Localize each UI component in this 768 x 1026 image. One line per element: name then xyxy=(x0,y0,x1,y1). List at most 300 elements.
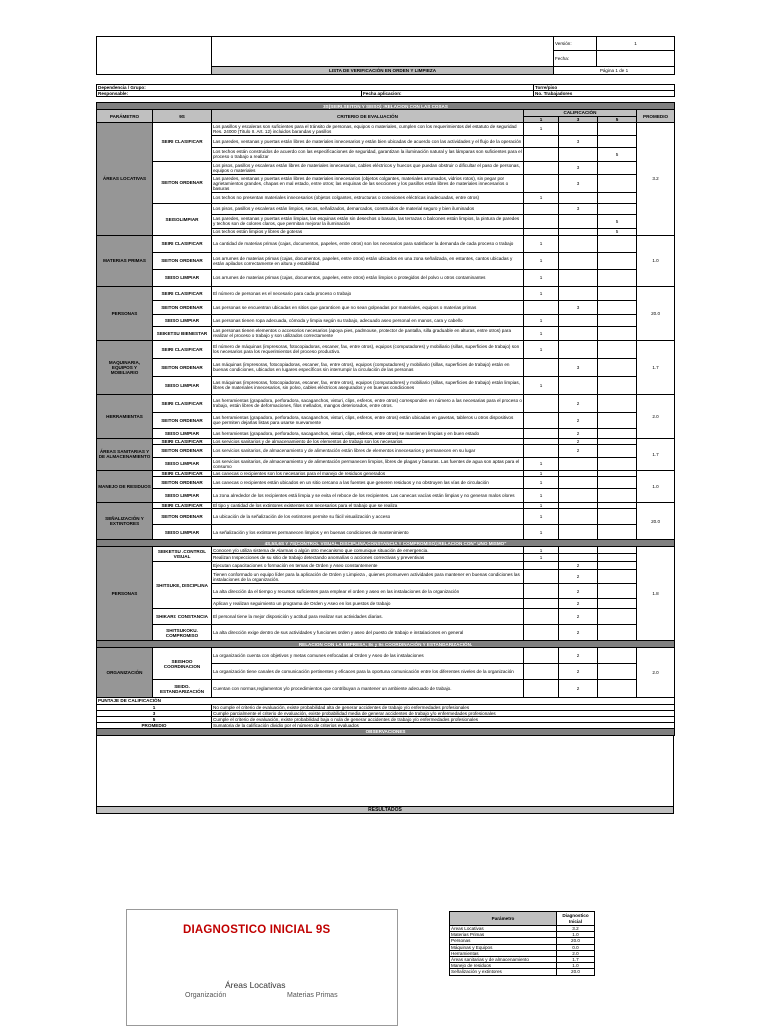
version-label: Versión: xyxy=(554,37,597,51)
score-5-cell[interactable] xyxy=(598,525,637,540)
score-5-cell[interactable] xyxy=(598,664,637,680)
score-3-cell[interactable] xyxy=(559,269,598,286)
results-row xyxy=(450,969,595,975)
date-label: Fecha: xyxy=(554,51,597,66)
results-header-diagnostico: Diagnostico Inicial xyxy=(557,912,595,926)
param-cell: PERSONAS xyxy=(97,547,153,641)
score-3-cell[interactable]: 2 xyxy=(559,664,598,680)
header-blank xyxy=(212,37,554,67)
table-row xyxy=(97,314,675,326)
score-5-cell[interactable] xyxy=(598,547,637,554)
score-1-cell[interactable] xyxy=(524,625,559,641)
results-parametro: Materias Primas xyxy=(450,932,557,938)
score-3-cell[interactable]: 2 xyxy=(559,445,598,458)
puntaje-key: 5 xyxy=(97,717,212,723)
puntaje-text: Cumple parcialmente el criterio de evaluación, existe probabilidad media de generar accidentes de trabajo y/o enfermedades profesionales xyxy=(212,710,675,716)
score-5-cell[interactable] xyxy=(598,428,637,438)
score-5-cell[interactable] xyxy=(598,340,637,358)
score-5-cell[interactable]: 5 xyxy=(598,214,637,228)
page-title: LISTA DE VERIFICACIÓN EN ORDEN Y LIMPIEZA xyxy=(212,66,554,74)
score-3-cell[interactable] xyxy=(559,192,598,203)
criterio-cell: El personal tiene la mejor disposición y actitud para realizar sus actividades diarias. xyxy=(212,609,524,625)
criterio-cell: Las máquinas (impresoras, fotocopiadoras, escaner, fax, entre otros), equipos (computadores) y mobiliario (sillas, superficies de trabajo) están en buenas condiciones, ubicados en lugares específicos sin interrumpir la circulación de las personas xyxy=(212,358,524,376)
score-1-cell[interactable] xyxy=(524,570,559,584)
table-row xyxy=(97,525,675,540)
score-3-cell[interactable]: 2 xyxy=(559,680,598,698)
score-1-cell[interactable] xyxy=(524,562,559,570)
results-header-parametro: Parámetro xyxy=(450,912,557,926)
score-5-cell[interactable] xyxy=(598,394,637,412)
page-number: Página 1 de 1 xyxy=(554,66,675,74)
promedio-cell: 2.0 xyxy=(637,394,675,438)
criterio-cell: La ubicación de la señalización de los extintores permite su fácil visualización y acceso xyxy=(212,509,524,525)
score-5-cell[interactable] xyxy=(598,570,637,584)
criterio-cell: La señalización y los extintores permanecen limpios y en buenas condiciones de mantenimiento xyxy=(212,525,524,540)
results-parametro: Áreas sanitarias y de almacenamiento xyxy=(450,957,557,963)
nine-s-cell: SEITON ORDENAR xyxy=(153,445,212,458)
score-3-cell[interactable] xyxy=(559,122,598,135)
puntaje-title: PUNTAJE DE CALIFICACIÓN xyxy=(97,698,675,704)
nine-s-cell: SEISO LIMPIAR xyxy=(153,314,212,326)
table-row xyxy=(97,547,675,554)
score-5-cell[interactable] xyxy=(598,235,637,252)
table-row xyxy=(97,326,675,340)
score-1-cell[interactable] xyxy=(524,394,559,412)
section-3s-title: 3S(SEIRI,SEITON Y SEISO) :RELACION CON LAS COSAS xyxy=(97,103,675,110)
date-value[interactable] xyxy=(597,51,675,66)
score-1-cell[interactable] xyxy=(524,680,559,698)
criterio-cell: Los techos están limpios y libres de goteras xyxy=(212,228,524,235)
nine-s-cell: SEITON ORDENAR xyxy=(153,252,212,269)
score-5-cell[interactable]: 5 xyxy=(598,228,637,235)
col-header-9s: 9S xyxy=(153,110,212,122)
score-1-cell[interactable]: 1 xyxy=(524,503,559,509)
score-5-cell[interactable] xyxy=(598,376,637,394)
score-1-cell[interactable] xyxy=(524,161,559,174)
score-1-cell[interactable] xyxy=(524,664,559,680)
dependencia-label: Dependencia / Grupo: xyxy=(97,85,534,91)
criterio-cell: Las herramientas (grapadora, perforadora, sacaganchos, visturi, clips, esferos, entre otros) corresponden en número a las necesarias para el proceso o trabajo, están libres de deformaciones, filos mellados, mangos deteriorados, entre otros. xyxy=(212,394,524,412)
score-1-cell[interactable] xyxy=(524,147,559,161)
score-1-cell[interactable] xyxy=(524,228,559,235)
trabajadores-label: No. Trabajadores xyxy=(534,91,675,97)
score-5-cell[interactable] xyxy=(598,358,637,376)
nine-s-cell: SEITON ORDENAR xyxy=(153,477,212,489)
score-3-cell[interactable]: 3 xyxy=(559,358,598,376)
version-value: 1 xyxy=(597,37,675,51)
score-1-cell[interactable] xyxy=(524,214,559,228)
criterio-cell: Las personas se encuentran ubicadas en sitios que garanticen que no sean golpeadas por materiales, equipos o materias primas xyxy=(212,300,524,314)
score-3-cell[interactable]: 3 xyxy=(559,300,598,314)
section-8s9s-title: RELACION CON LA EMPRESA; 8s y 9s COORDINACIÓN Y ESTANDARIZACIÓN. xyxy=(97,641,675,648)
score-1-cell[interactable] xyxy=(524,584,559,599)
nine-s-cell: SEISO LIMPIAR xyxy=(153,376,212,394)
results-value: 1.0 xyxy=(557,963,595,969)
meta-table xyxy=(96,84,675,97)
results-parametro: Máquinas y Equipos xyxy=(450,944,557,950)
results-value: 20.0 xyxy=(557,938,595,944)
score-5-cell[interactable] xyxy=(598,300,637,314)
score-3-cell[interactable] xyxy=(559,286,598,300)
score-5-cell[interactable] xyxy=(598,174,637,192)
score-1-cell[interactable] xyxy=(524,135,559,147)
table-row xyxy=(97,562,675,570)
promedio-cell: 20.0 xyxy=(637,286,675,340)
param-cell: SEÑALIZACIÓN Y EXTINTORES xyxy=(97,503,153,540)
table-row xyxy=(97,300,675,314)
criterio-cell: Las paredes, ventanas y puertas están libres de materiales innecesarios (objetos colgantes, materiales arrumados, vidrios rotos), sin pegar por agrietamientos grandes, chapas en mal estado, entre otros; las esquinas de las secciones y los pasillos están libres de materiales innecesarios o basuras xyxy=(212,174,524,192)
score-5-cell[interactable] xyxy=(598,269,637,286)
nine-s-cell: SEITON ORDENAR xyxy=(153,412,212,428)
score-1-cell[interactable] xyxy=(524,174,559,192)
score-5-cell[interactable] xyxy=(598,562,637,570)
score-5-cell[interactable] xyxy=(598,680,637,698)
table-row xyxy=(97,203,675,214)
param-cell: HERRAMIENTAS xyxy=(97,394,153,438)
nine-s-cell: SEIRI CLASIFICAR xyxy=(153,503,212,509)
results-value: 1.0 xyxy=(557,932,595,938)
criterio-cell: El tipo y cantidad de los extintores existentes son necesarios para el trabajo que se realiza xyxy=(212,503,524,509)
nine-s-cell: SEIRI CLASIFICAR xyxy=(153,394,212,412)
criterio-cell: Las paredes, ventanas y puertas están limpias, las esquinas están sin desechos o basura, las terrazas o balcones están limpios, la pintura de paredes y techos son de colores claros, que permitan mejorar la iluminación xyxy=(212,214,524,228)
criterio-cell: Los servicios sanitarios, de almacenamiento y de alimentación están libres de elementos innecesarios y permanecen en su lugar xyxy=(212,445,524,458)
fecha-aplicacion-label: Fecha aplicacion: xyxy=(362,91,534,97)
score-3-cell[interactable]: 2 xyxy=(559,625,598,641)
score-3-cell[interactable] xyxy=(559,314,598,326)
score-5-cell[interactable] xyxy=(598,161,637,174)
criterio-cell: Los pisos, pasillos y escaleras están libres de materiales innecesarios, cables eléctricos y huecos que puedan obstruir o dificultar el paso de personas, equipos o materiales xyxy=(212,161,524,174)
criterio-cell: Los servicios sanitarios, de almacenamiento y de alimentación permanecen limpios, libres de plagas y basuras. Las fuentes de agua son aptas para el consumo xyxy=(212,458,524,471)
score-1-cell[interactable]: 1 xyxy=(524,252,559,269)
promedio-cell: 1.8 xyxy=(637,547,675,641)
score-5-cell[interactable] xyxy=(598,477,637,489)
diagnostico-title: DIAGNOSTICO INICIAL 9S xyxy=(183,924,331,936)
col-header-promedio: PROMEDIO xyxy=(637,110,675,122)
criterio-cell: Tienen conformado un equipo líder para la aplicación de Orden y Limpieza , quienes promueven actividades para mantener en buenas condiciones las instalaciones de la organización. xyxy=(212,570,524,584)
puntaje-text: Cumple el criterio de evaluación, existe probabilidad baja o nula de generar accidentes de trabajo y/o enfermedades profesionales xyxy=(212,717,675,723)
score-1-cell[interactable]: 1 xyxy=(524,525,559,540)
score-5-cell[interactable] xyxy=(598,192,637,203)
nine-s-cell: SEISHOO COORDINACION xyxy=(153,648,212,680)
score-3-cell[interactable]: 3 xyxy=(559,203,598,214)
nine-s-cell: SEIRI CLASIFICAR xyxy=(153,340,212,358)
score-5-cell[interactable] xyxy=(598,135,637,147)
table-row xyxy=(97,648,675,664)
table-row xyxy=(97,161,675,174)
criterio-cell: Los pasillos y escaleras son suficientes para el tránsito de personas, equipos o materiales, cumplen con los requerimientos del estatuto de seguridad Res. 24000 (Titulo II. Art. 12) incluidos barandas y pasillos xyxy=(212,122,524,135)
col-header-param: PARÁMETRO xyxy=(97,110,153,122)
score-1-cell[interactable]: 1 xyxy=(524,326,559,340)
score-5-cell[interactable] xyxy=(598,326,637,340)
score-3-cell[interactable]: 2 xyxy=(559,648,598,664)
score-5-cell[interactable] xyxy=(598,648,637,664)
nine-s-cell: SEISO LIMPIAR xyxy=(153,489,212,503)
puntaje-text: Sumatoria de la calificación dividio por el número de criterios evaluados xyxy=(212,723,675,729)
score-1-cell[interactable] xyxy=(524,599,559,609)
criterio-cell: Los pisos, pasillos y escaleras están limpios, secos, señalizados, demarcados, construidos de material seguro y bien iluminados xyxy=(212,203,524,214)
criterio-cell: Conocen y/o utiliza sistema de Alarmas o algún otro mecanismo que comunique situación de emergencia. xyxy=(212,547,524,554)
score-3-cell[interactable]: 3 xyxy=(559,174,598,192)
nine-s-cell: SEIRI CLASIFICAR xyxy=(153,286,212,300)
score-1-cell[interactable]: 1 xyxy=(524,122,559,135)
table-row xyxy=(97,358,675,376)
nine-s-cell: SEIRI CLASIFICAR xyxy=(153,235,212,252)
score-5-cell[interactable] xyxy=(598,445,637,458)
table-row xyxy=(97,445,675,458)
score-1-cell[interactable]: 1 xyxy=(524,269,559,286)
criterio-cell: Las herramientas (grapadora, perforadora, sacaganchos, visturi, clips, esferos, entre otros) se mantienen limpias y en buen estado xyxy=(212,428,524,438)
score-3-cell[interactable] xyxy=(559,326,598,340)
score-3-cell[interactable]: 2 xyxy=(559,412,598,428)
promedio-cell: 1.0 xyxy=(637,235,675,286)
param-cell: ÁREAS SANITARIAS Y DE ALMACENAMIENTO xyxy=(97,438,153,470)
nine-s-cell: SHITSUKOKU. COMPROMISO xyxy=(153,625,212,641)
table-row xyxy=(97,458,675,471)
diagnostico-chart xyxy=(126,909,398,1026)
score-1-cell[interactable]: 1 xyxy=(524,471,559,477)
score-5-cell[interactable] xyxy=(598,509,637,525)
score-3-cell[interactable] xyxy=(559,525,598,540)
table-row xyxy=(97,394,675,412)
score-3-cell[interactable] xyxy=(559,228,598,235)
param-cell: MATERIAS PRIMAS xyxy=(97,235,153,286)
criterio-cell: Las paredes, ventanas y puertas están libres de materiales innecesarios y están bien ubicadas de acuerdo con las actividades y el flujo de la operación xyxy=(212,135,524,147)
criterio-cell: El número de máquinas (impresoras, fotocopiadoras, escaner, fax, entre otros), equipos (computadores) y mobiliario (sillas, superficies de trabajo) son los necesarios para los requerimientos del proceso productivo. xyxy=(212,340,524,358)
criterio-cell: Los techos están construidos de acuerdo con las especificaciones de seguridad, garantizan la iluminación natural y las lámparas son suficientes para el proceso o trabajo a realizar xyxy=(213,149,522,160)
score-5-cell[interactable] xyxy=(598,286,637,300)
score-3-cell[interactable] xyxy=(559,554,598,562)
table-row xyxy=(97,235,675,252)
param-cell: ÁREAS LOCATIVAS xyxy=(97,122,153,235)
results-parametro: Personas xyxy=(450,938,557,944)
score-5-cell[interactable] xyxy=(598,599,637,609)
score-3-cell[interactable] xyxy=(559,458,598,471)
header-table xyxy=(96,36,675,75)
score-1-cell[interactable] xyxy=(524,412,559,428)
nine-s-cell: SEIRI CLASIFICAR xyxy=(153,122,212,161)
criterio-cell: Cuentan con normas,reglamentos y/o procedimientos que contribuyan a mantener un ambiente adecuado de trabajo. xyxy=(212,680,524,698)
criterio-cell: La organización tiene canales de comunicación pertinentes y eficaces para la oportuna comunicación entre los diferentes niveles de la organización xyxy=(212,664,524,680)
score-1-cell[interactable] xyxy=(524,445,559,458)
score-1-cell[interactable]: 1 xyxy=(524,489,559,503)
promedio-cell: 1.0 xyxy=(637,471,675,503)
nine-s-cell: SEIRI CLASIFICAR xyxy=(153,438,212,444)
table-row xyxy=(97,376,675,394)
evaluation-table xyxy=(96,102,675,735)
table-row xyxy=(97,340,675,358)
diagnostico-label-areas: Áreas Locativas xyxy=(225,980,286,990)
score-3-cell[interactable]: 3 xyxy=(559,161,598,174)
criterio-cell: Las máquinas (impresoras, fotocopiadoras, escaner, fax, entre otros), equipos (computadores) y mobiliario (sillas, superficies de trabajo) están limpias, libres de materiales innecesarios, sin polvo, cables eléctricos asegurados y en buenas condiciones xyxy=(212,376,524,394)
score-3-cell[interactable]: 2 xyxy=(559,428,598,438)
score-5-cell[interactable] xyxy=(598,554,637,562)
score-3-cell[interactable] xyxy=(559,214,598,228)
resultados-header: RESULTADOS xyxy=(96,807,674,814)
criterio-cell: Aplican y realizan seguimiento un programa de Orden y Aseo en los puestos de trabajo xyxy=(212,599,524,609)
section-4s7s-title: 4S,5S,6S Y 7S(CONTROL VISUAL, DISCIPLINA,CONSTANCIA Y COMPROMISO):RELACION CON" UNO MISMO" xyxy=(97,540,675,547)
promedio-cell: 1.7 xyxy=(637,340,675,394)
criterio-cell: La organización cuenta con objetivos y metas comunes enfocadas al Orden y Aseo de las instalaciones xyxy=(212,648,524,664)
score-5-cell[interactable] xyxy=(598,122,637,135)
checklist-sheet xyxy=(96,36,674,814)
score-1-cell[interactable]: 1 xyxy=(524,477,559,489)
col-header-5: 5 xyxy=(598,116,637,122)
score-1-cell[interactable]: 1 xyxy=(524,286,559,300)
score-1-cell[interactable]: 1 xyxy=(524,314,559,326)
criterio-cell: Ejecutan capacitaciones o formación en temas de Orden y Aseo constantemente xyxy=(212,562,524,570)
score-1-cell[interactable]: 1 xyxy=(524,376,559,394)
table-row xyxy=(97,609,675,625)
score-5-cell[interactable] xyxy=(598,314,637,326)
score-5-cell[interactable] xyxy=(598,252,637,269)
score-3-cell[interactable] xyxy=(559,340,598,358)
score-3-cell[interactable]: 2 xyxy=(559,438,598,444)
nine-s-cell: SEISO LIMPIAR xyxy=(153,525,212,540)
score-1-cell[interactable]: 1 xyxy=(524,547,559,554)
param-cell: MAQUINARIA, EQUIPOS Y MOBILIARIO xyxy=(97,340,153,394)
criterio-cell: La alta dirección da el tiempo y recursos suficientes para emplear el orden y aseo en las instalaciones de la organización xyxy=(212,584,524,599)
score-1-cell[interactable] xyxy=(524,300,559,314)
criterio-cell: El número de personas es el necesario para cada proceso o trabajo xyxy=(212,286,524,300)
score-1-cell[interactable] xyxy=(524,358,559,376)
table-row xyxy=(97,286,675,300)
score-5-cell[interactable] xyxy=(598,609,637,625)
puntaje-text: No cumple el criterio de evaluación, existe probabilidad alta de generar accidentes de trabajo y/o enfermedades profesionales xyxy=(212,704,675,710)
score-1-cell[interactable] xyxy=(524,609,559,625)
criterio-cell: Las personas tienen elementos o accesorios necesarios (apoya pies, padmouse, protector de pantalla, silla graduable en alturas, entre otros) para realizar el proceso o trabajo y son utilizados correctamente xyxy=(212,326,524,340)
results-row xyxy=(450,957,595,963)
table-row xyxy=(97,509,675,525)
nine-s-cell: SEIKETSU .CONTROL VISUAL xyxy=(153,547,212,562)
score-1-cell[interactable]: 1 xyxy=(524,340,559,358)
table-row xyxy=(97,625,675,641)
nine-s-cell: SEISO LIMPIAR xyxy=(153,269,212,286)
score-3-cell[interactable] xyxy=(559,509,598,525)
torre-label: Torre/piso xyxy=(534,85,675,91)
criterio-cell: Las personas tienen ropa adecuada, cómoda y limpia según su trabajo, adecuado aseo personal en manos, cara y cabello xyxy=(212,314,524,326)
diagnostico-label-materias: Materias Primas xyxy=(287,992,338,999)
table-row xyxy=(97,122,675,135)
score-1-cell[interactable]: 1 xyxy=(524,458,559,471)
criterio-cell: Los techos no presentan materiales innecesarios (objetos colgantes, estructuras o conexiones eléctricas inadecuadas, entre otros) xyxy=(212,192,524,203)
score-1-cell[interactable]: 1 xyxy=(524,192,559,203)
promedio-cell: 2.0 xyxy=(637,648,675,698)
table-row xyxy=(97,252,675,269)
criterio-cell: La cantidad de materias primas (cajas, documentos, papeles, entre otros) son los necesarios para satisfacer la demanda de cada proceso o trabajo xyxy=(212,235,524,252)
score-5-cell[interactable]: 5 xyxy=(598,147,637,161)
score-3-cell[interactable]: 2 xyxy=(559,394,598,412)
score-3-cell[interactable] xyxy=(559,252,598,269)
col-header-criterio: CRITERIO DE EVALUACIÓN xyxy=(212,110,524,122)
results-table xyxy=(449,911,595,976)
score-3-cell[interactable]: 3 xyxy=(559,135,598,147)
table-row xyxy=(97,269,675,286)
observaciones-title: OBSERVACIONES xyxy=(97,729,675,735)
criterio-cell: Los arrumes de materias primas (cajas, documentos, papeles, entre otros) están limpios o protegidos del polvo u otros contaminantes xyxy=(212,269,524,286)
promedio-cell: 1.7 xyxy=(637,438,675,470)
promedio-cell: 3.2 xyxy=(637,122,675,235)
score-5-cell[interactable] xyxy=(598,625,637,641)
nine-s-cell: SEITON ORDENAR xyxy=(153,161,212,203)
col-header-3: 3 xyxy=(559,116,598,122)
table-row xyxy=(97,489,675,503)
results-parametro: Áreas Locativas xyxy=(450,926,557,932)
score-1-cell[interactable]: 1 xyxy=(524,554,559,562)
results-parametro: Manejo de residuos xyxy=(450,963,557,969)
table-row xyxy=(97,680,675,698)
score-1-cell[interactable]: 1 xyxy=(524,235,559,252)
param-cell: MANEJO DE RESIDUOS xyxy=(97,471,153,503)
results-parametro: Herramientas xyxy=(450,950,557,956)
logo-box xyxy=(97,37,212,75)
results-parametro: Señalización y extintores xyxy=(450,969,557,975)
nine-s-cell: SHITSUKE, DISCIPLINA xyxy=(153,562,212,609)
criterio-cell: Los servicios sanitarios y de almacenamiento de los elementos de trabajo son los necesarios xyxy=(212,438,524,444)
score-3-cell[interactable] xyxy=(559,235,598,252)
nine-s-cell: SEISO LIMPIAR xyxy=(153,458,212,471)
criterio-cell: Las canecas o recipientes están ubicados en un sitio cercano a las fuentes que generen residuos y no obstruyen las vías de circulación xyxy=(212,477,524,489)
nine-s-cell: SEIDO. ESTANDARIZACIÓN xyxy=(153,680,212,698)
score-1-cell[interactable] xyxy=(524,648,559,664)
puntaje-key: 1 xyxy=(97,704,212,710)
score-5-cell[interactable] xyxy=(598,203,637,214)
score-3-cell[interactable]: 2 xyxy=(559,562,598,570)
nine-s-cell: SEIRI CLASIFICAR xyxy=(153,471,212,477)
table-row xyxy=(97,412,675,428)
score-5-cell[interactable] xyxy=(598,412,637,428)
score-3-cell[interactable]: 2 xyxy=(559,570,598,584)
promedio-cell: 20.0 xyxy=(637,503,675,540)
nine-s-cell: SEITON ORDENAR xyxy=(153,358,212,376)
score-3-cell[interactable]: 2 xyxy=(559,609,598,625)
puntaje-key: PROMEDIO xyxy=(97,723,212,729)
col-header-calificacion: CALIFICACIÓN xyxy=(524,110,637,116)
nine-s-cell: SEISO LIMPIAR xyxy=(153,428,212,438)
score-1-cell[interactable] xyxy=(524,203,559,214)
criterio-cell: Las canecas o recipientes son los necesarios para el manejo de residuos generados xyxy=(212,471,524,477)
score-1-cell[interactable]: 1 xyxy=(524,509,559,525)
param-cell: ORGANIZACIÓN xyxy=(97,648,153,698)
diagnostico-label-organizacion: Organización xyxy=(185,992,227,999)
criterio-cell: Realizan Inspecciones de su sitio de trabajo detectando anomalías o acciones correctivas y preventivas xyxy=(212,554,524,562)
observaciones-box[interactable] xyxy=(96,736,674,807)
score-3-cell[interactable] xyxy=(559,477,598,489)
criterio-cell: Las herramientas (grapadora, perforadora, sacaganchos, visturi, clips, esferos, entre otros) están ubicadas en gavetas, tableros u otros dispositivos que permiten dejarlas listas para usarse nuevamente xyxy=(212,412,524,428)
score-3-cell[interactable]: 2 xyxy=(559,599,598,609)
score-5-cell[interactable] xyxy=(598,458,637,471)
results-value: 1.7 xyxy=(557,957,595,963)
param-cell: PERSONAS xyxy=(97,286,153,340)
score-3-cell[interactable] xyxy=(559,147,598,161)
results-value: 0.0 xyxy=(557,944,595,950)
criterio-cell: La alta dirección exige dentro de sus actividades y funciones orden y aseo del puesto de trabajo e instalaciones en general xyxy=(212,625,524,641)
results-value: 2.0 xyxy=(557,950,595,956)
nine-s-cell: SEIKETSU BIENESTAR xyxy=(153,326,212,340)
nine-s-cell: SHIKARI: CONSTANCIA xyxy=(153,609,212,625)
score-5-cell[interactable] xyxy=(598,584,637,599)
nine-s-cell: SEITON ORDENAR xyxy=(153,509,212,525)
score-3-cell[interactable] xyxy=(559,376,598,394)
score-5-cell[interactable] xyxy=(598,489,637,503)
score-3-cell[interactable]: 2 xyxy=(559,584,598,599)
table-row xyxy=(97,477,675,489)
score-3-cell[interactable] xyxy=(559,547,598,554)
score-1-cell[interactable] xyxy=(524,428,559,438)
score-3-cell[interactable] xyxy=(559,489,598,503)
nine-s-cell: SEISOLIMPIAR xyxy=(153,203,212,235)
puntaje-key: 3 xyxy=(97,710,212,716)
results-value: 20.0 xyxy=(557,969,595,975)
